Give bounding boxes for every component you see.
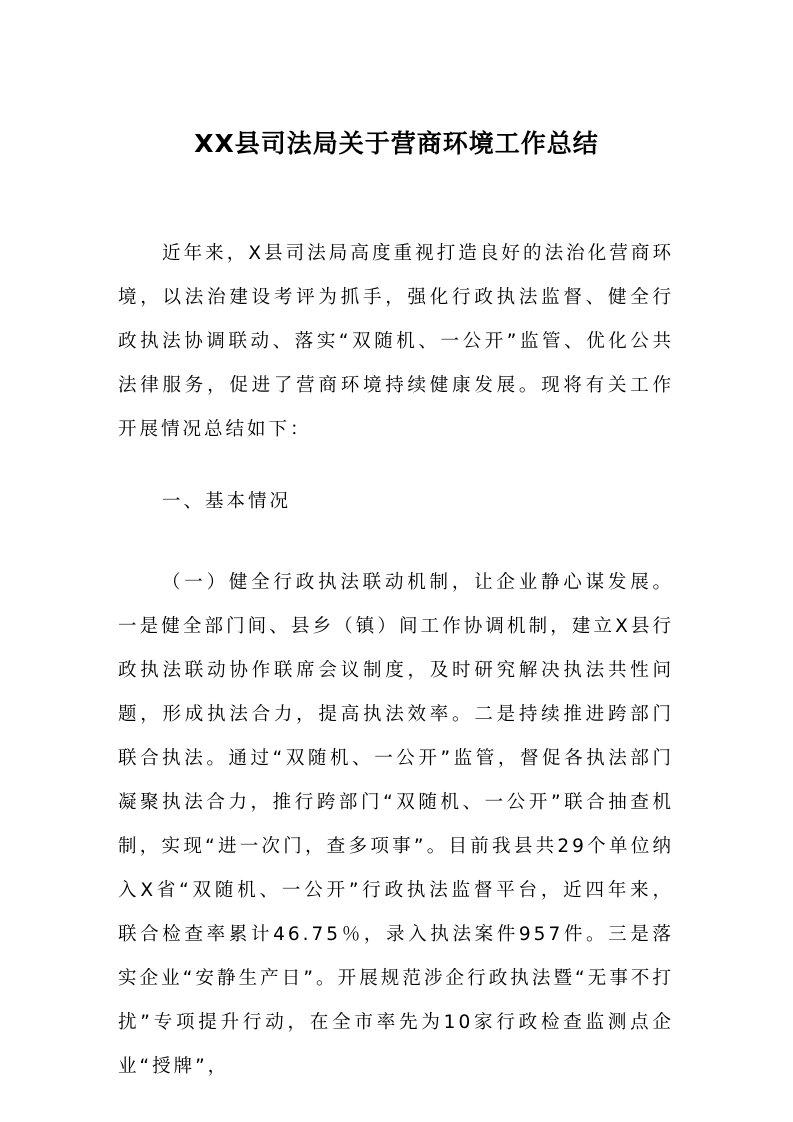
document-title: XX县司法局关于营商环境工作总结: [194, 129, 599, 158]
intro-paragraph: 近年来，X县司法局高度重视打造良好的法治化营商环境，以法治建设考评为抓手，强化行政执法监督、健全行政执法协调联动、落实“双随机、一公开”监管、优化公共法律服务，促进了营商环境持续健康发展。现将有关工作开展情况总结如下：: [118, 243, 674, 440]
section-paragraph: （一）健全行政执法联动机制，让企业静心谋发展。一是健全部门间、县乡（镇）间工作协调机制，建立X县行政执法联动协作联席会议制度，及时研究解决执法共性问题，形成执法合力，提高执法效率。二是持续推进跨部门联合执法。通过“双随机、一公开”监管，督促各执法部门凝聚执法合力，推行跨部门“双随机、一公开”联合抽查机制，实现“进一次门，查多项事”。目前我县共29个单位纳入X省“双随机、一公开”行政执法监督平台，近四年来，联合检查率累计46.75％，录入执法案件957件。三是落实企业“安静生产日”。开展规范涉企行政执法暨“无事不打扰”专项提升行动，在全市率先为10家行政检查监测点企业“授牌”，: [118, 572, 674, 1077]
section-heading: 一、基本情况: [162, 491, 292, 512]
